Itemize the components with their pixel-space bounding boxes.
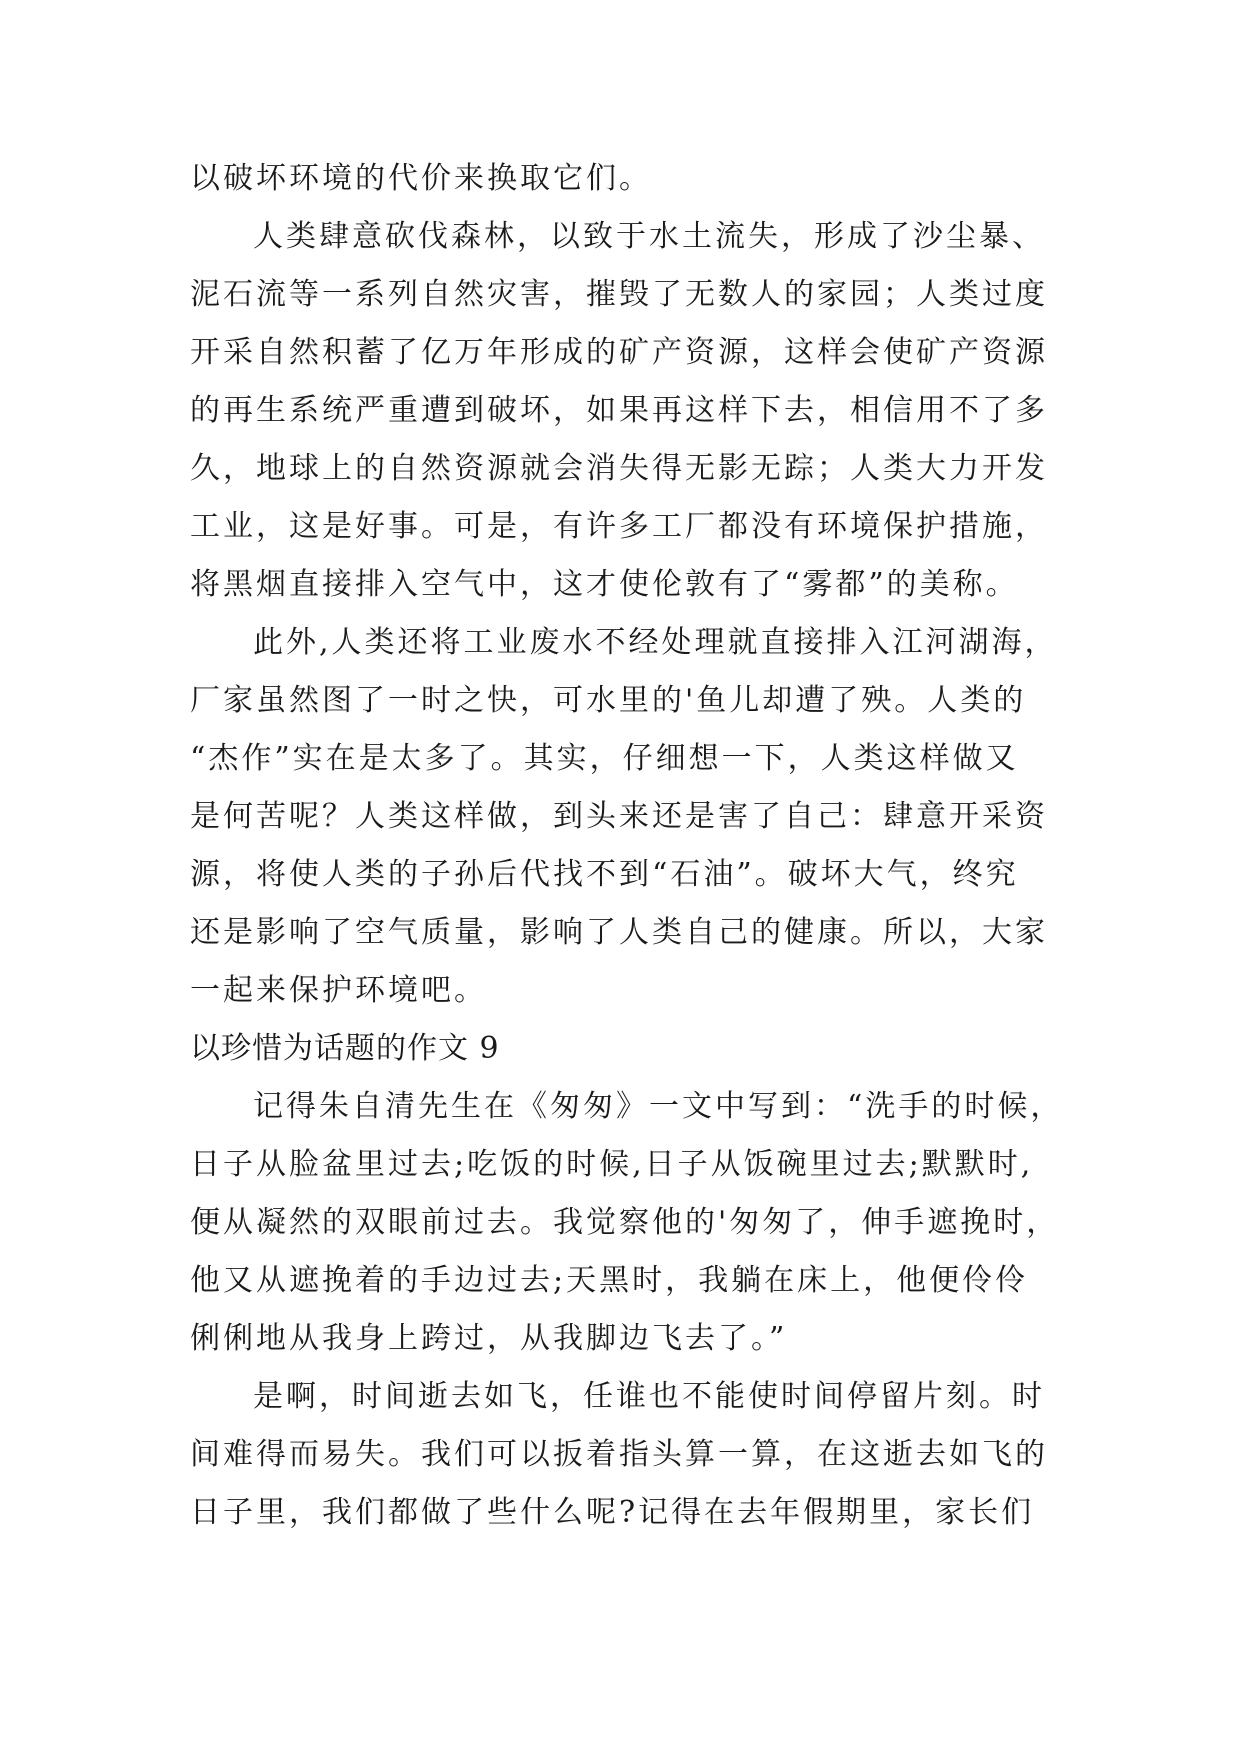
text-line: 日子里，我们都做了些什么呢?记得在去年假期里，家长们 — [190, 1495, 1035, 1530]
text-line: 的再生系统严重遭到破坏，如果再这样下去，相信用不了多 — [190, 393, 1048, 428]
paragraph — [190, 150, 1070, 208]
text-line: 便从凝然的双眼前过去。我觉察他的'匆匆了，伸手遮挽时， — [190, 1205, 1060, 1240]
text-line: 日子从脸盆里过去;吃饭的时候,日子从饭碗里过去;默默时, — [190, 1147, 1034, 1182]
section-heading — [190, 1020, 1070, 1078]
text-line: 源，将使人类的子孙后代找不到“石油”。破坏大气，终究 — [190, 857, 1019, 892]
paragraph — [190, 1078, 1070, 1368]
text-line: 工业，这是好事。可是，有许多工厂都没有环境保护措施， — [190, 509, 1048, 544]
text-line: 记得朱自清先生在《匆匆》一文中写到：“洗手的时候， — [253, 1089, 1064, 1124]
text-line: 是何苦呢？人类这样做，到头来还是害了自己：肆意开采资 — [190, 799, 1048, 834]
text-line: 久，地球上的自然资源就会消失得无影无踪；人类大力开发 — [190, 451, 1048, 486]
text-line: 是啊，时间逝去如飞，任谁也不能使时间停留片刻。时 — [253, 1379, 1045, 1414]
heading-text: 以珍惜为话题的作文 9 — [190, 1031, 500, 1066]
text-line: 间难得而易失。我们可以扳着指头算一算，在这逝去如飞的 — [190, 1437, 1048, 1472]
text-line: 开采自然积蓄了亿万年形成的矿产资源，这样会使矿产资源 — [190, 335, 1048, 370]
text-line: 此外,人类还将工业废水不经处理就直接排入江河湖海， — [253, 625, 1058, 660]
text-line: 人类肆意砍伐森林，以致于水土流失，形成了沙尘暴、 — [253, 219, 1045, 254]
text-line: 将黑烟直接排入空气中，这才使伦敦有了“雾都”的美称。 — [190, 567, 1019, 602]
text-line: 俐俐地从我身上跨过，从我脚边飞去了。” — [190, 1321, 788, 1356]
document-body — [190, 150, 1070, 1542]
text-line: 以破坏环境的代价来换取它们。 — [190, 161, 652, 196]
text-line: 一起来保护环境吧。 — [190, 973, 487, 1008]
text-line: “杰作”实在是太多了。其实，仔细想一下，人类这样做又 — [190, 741, 1019, 776]
text-line: 还是影响了空气质量，影响了人类自己的健康。所以，大家 — [190, 915, 1048, 950]
paragraph — [190, 614, 1070, 1020]
text-line: 泥石流等一系列自然灾害，摧毁了无数人的家园；人类过度 — [190, 277, 1048, 312]
paragraph — [190, 208, 1070, 614]
text-line: 他又从遮挽着的手边过去;天黑时，我躺在床上，他便伶伶 — [190, 1263, 1029, 1298]
paragraph — [190, 1368, 1070, 1542]
text-line: 厂家虽然图了一时之快，可水里的'鱼儿却遭了殃。人类的 — [190, 683, 1027, 718]
